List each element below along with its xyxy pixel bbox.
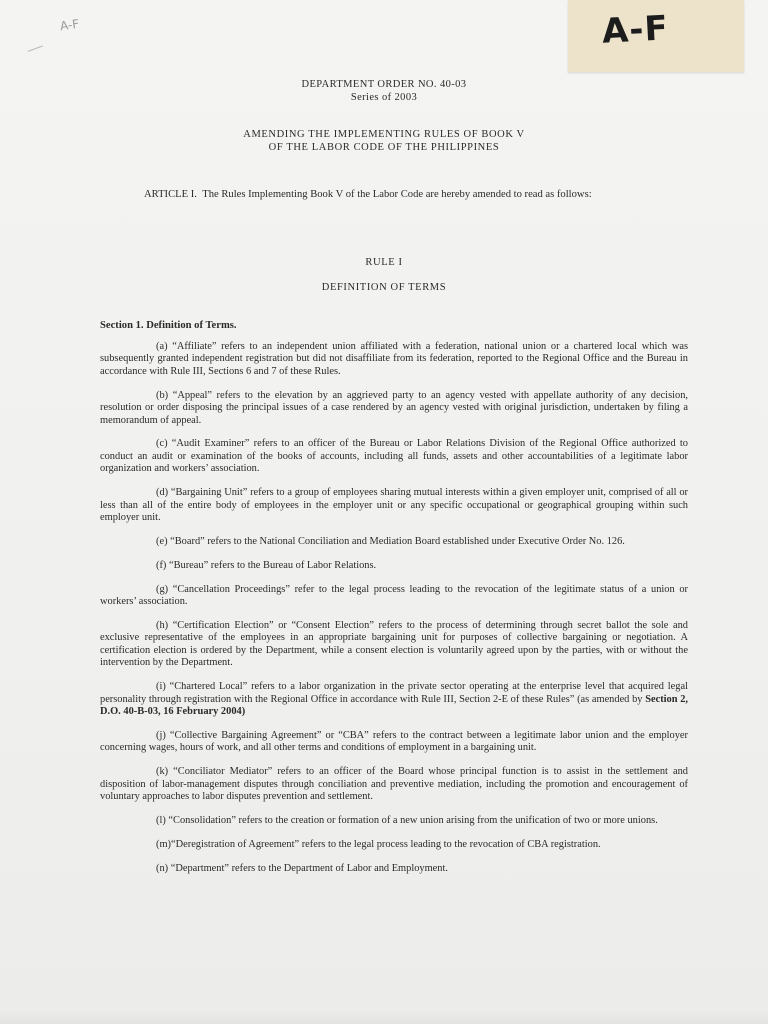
definition-item: (l) “Consolidation” refers to the creation or formation of a new union arising from the unification of two or more unions. [156,814,658,826]
article-label: ARTICLE I. [144,189,197,200]
sticky-note [568,0,744,72]
document-header [0,78,768,104]
definition-item: (c) “Audit Examiner” refers to an officer of the Bureau or Labor Relations Division of the Regional Office authorized to conduct an audit or examination of the books of accounts, including all funds, assets and other accountabilities of a legitimate labor organization and workers’ association. [100,438,688,475]
article-text: The Rules Implementing Book V of the Labor Code are hereby amended to read as follows: [202,189,592,200]
series-line: Series of 2003 [350,92,418,103]
sticky-note-label: A-F [600,8,670,52]
rule-title: RULE I [365,257,403,268]
definition-item: (j) “Collective Bargaining Agreement” or “CBA” refers to the contract between a legitimate labor union and the employer concerning wages, hours of work, and all other terms and conditions of employment in a bargaining unit. [100,729,688,754]
definition-item: (b) “Appeal” refers to the elevation by an aggrieved party to an agency vested with appellate authority of any decision, resolution or order disposing the principal issues of a case rendered by an agency vested with original jurisdiction, undertaken by filing a memorandum of appeal. [100,389,688,426]
title-line-1: AMENDING THE IMPLEMENTING RULES OF BOOK V [243,129,525,140]
document-title [0,128,768,154]
definition-item: (g) “Cancellation Proceedings” refer to the legal process leading to the revocation of the legitimate status of a union or workers’ association. [100,583,688,608]
amendment-reference: Section 2, D.O. 40-B-03, 16 February 2004) [100,693,689,717]
scan-edge [0,1010,768,1024]
section-title: Section 1. Definition of Terms. [100,320,237,331]
definition-item: (f) “Bureau” refers to the Bureau of Labor Relations. [156,559,377,571]
definition-item: (h) “Certification Election” or “Consent Election” refers to the process of determining through secret ballot the sole and exclusive representative of the employees in an appropriate bargaining unit for purposes of collective bargaining or negotiation. A certification election is ordered by the Department, while a consent election is voluntarily agreed upon by the parties, with or without the intervention by the Department. [100,620,688,669]
definitions-list [100,341,688,887]
definition-item: (e) “Board” refers to the National Conciliation and Mediation Board established under Executive Order No. 126. [156,535,625,547]
article-paragraph [100,188,688,202]
definition-item: (d) “Bargaining Unit” refers to a group of employees sharing mutual interests within a given employer unit, comprised of all or less than all of the entire body of employees in the employer unit or any specific occupational or geographical grouping within such employer unit. [100,487,688,523]
definition-item: (m)“Deregistration of Agreement” refers to the legal process leading to the revocation of CBA registration. [156,838,601,850]
pencil-mark [28,45,45,55]
department-order-number: DEPARTMENT ORDER NO. 40-03 [301,79,467,90]
definition-item: (n) “Department” refers to the Department of Labor and Employment. [156,862,448,874]
title-line-2: OF THE LABOR CODE OF THE PHILIPPINES [268,142,500,153]
pencil-annotation: A-F [59,16,81,34]
definition-item: (k) “Conciliator Mediator” refers to an officer of the Board whose principal function is to assist in the settlement and disposition of labor-management disputes through conciliation and preventive mediation, including the promotion and encouragement of voluntary approaches to labor disputes prevention and settlement. [100,766,688,802]
rule-subtitle: DEFINITION OF TERMS [321,282,447,293]
definition-item: (i) “Chartered Local” refers to a labor organization in the private sector operating at the enterprise level that acquired legal personality through registration with the Regional Office in accordance with Rule III, Section 2-E of these Rules” (as amended by Section 2, D.O. 40-B-03, 16 February 2004) [100,681,689,717]
definition-item: (a) “Affiliate” refers to an independent union affiliated with a federation, national union or a chartered local which was subsequently granted independent registration but did not disaffiliate from its federation, reported to the Regional Office and the Bureau in accordance with Rule III, Sections 6 and 7 of these Rules. [100,341,688,377]
